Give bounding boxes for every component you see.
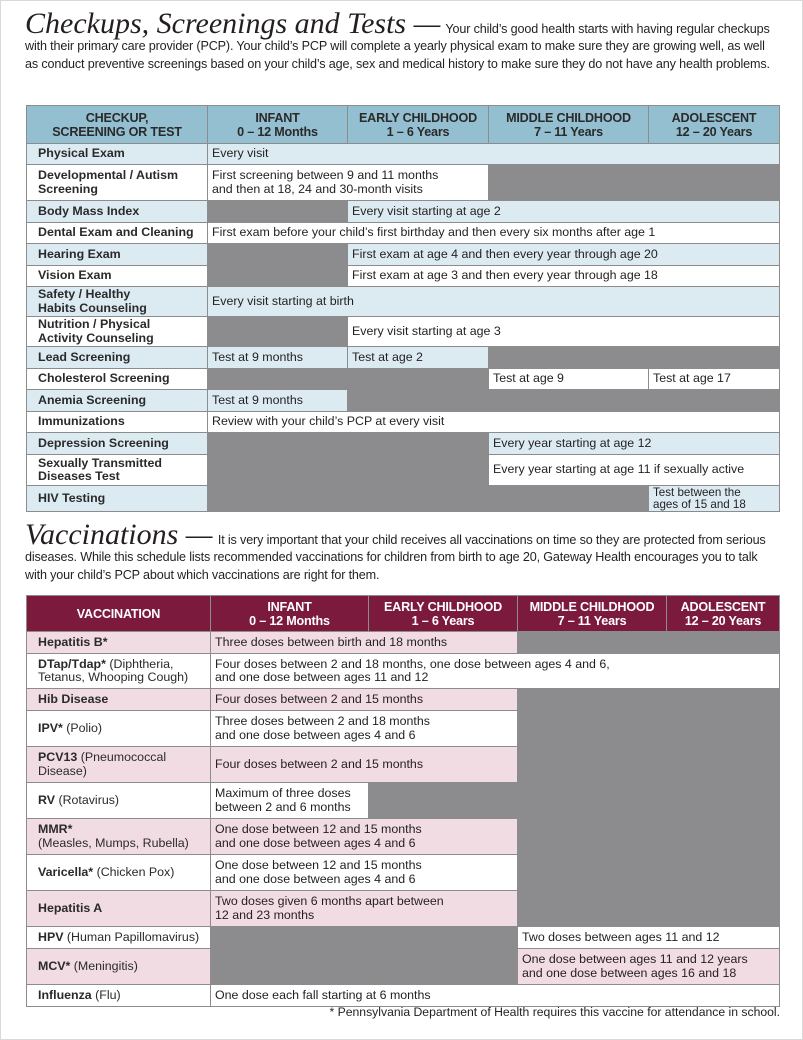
- row-value: Every year starting at age 11 if sexually active: [489, 455, 780, 486]
- row-value: Four doses between 2 and 15 months: [211, 689, 518, 711]
- table-row: [27, 287, 780, 317]
- table-row: [27, 412, 780, 433]
- row-label: Vision Exam: [27, 266, 208, 287]
- table-row: [27, 165, 780, 201]
- footnote: * Pennsylvania Department of Health requires this vaccine for attendance in school.: [329, 1005, 780, 1019]
- empty-cell: [667, 891, 780, 927]
- row-value: First exam at age 3 and then every year through age 18: [348, 266, 780, 287]
- vaccinations-title: Vaccinations —: [25, 518, 213, 551]
- empty-cell: [211, 927, 369, 949]
- empty-cell: [518, 855, 667, 891]
- row-label: Physical Exam: [27, 144, 208, 165]
- table-row: [27, 632, 780, 654]
- empty-cell: [667, 632, 780, 654]
- empty-cell: [208, 266, 348, 287]
- row-label: Developmental / Autism Screening: [27, 165, 208, 201]
- row-value: First screening between 9 and 11 months and then at 18, 24 and 30-month visits: [208, 165, 489, 201]
- col-vaccination-header: VACCINATION: [27, 596, 211, 632]
- row-value: Three doses between 2 and 18 months and one dose between ages 4 and 6: [211, 711, 518, 747]
- empty-cell: [208, 369, 348, 390]
- vaccine-name: RV (Rotavirus): [27, 783, 211, 819]
- table-row: [27, 317, 780, 347]
- col-adolescent-header: ADOLESCENT 12 – 20 Years: [667, 596, 780, 632]
- table-row: [27, 654, 780, 689]
- empty-cell: [208, 433, 348, 455]
- row-value: Test at 9 months: [208, 390, 348, 412]
- table-row: [27, 433, 780, 455]
- checkups-intro: [25, 7, 781, 73]
- empty-cell: [518, 891, 667, 927]
- row-label: Dental Exam and Cleaning: [27, 223, 208, 244]
- vaccinations-intro-text: It is very important that your child receives all vaccinations on time so they are protected from serious diseases. While this schedule lists recommended vaccinations for children from birth to age 20, Gateway Health encourages you to talk with your child’s PCP about which vaccinations are right for them.: [25, 533, 766, 582]
- row-value: Every visit starting at age 3: [348, 317, 780, 347]
- row-label: Cholesterol Screening: [27, 369, 208, 390]
- empty-cell: [211, 949, 369, 985]
- row-label: Lead Screening: [27, 347, 208, 369]
- empty-cell: [348, 433, 489, 455]
- table-row: [27, 201, 780, 223]
- vaccinations-intro: [25, 518, 781, 584]
- empty-cell: [208, 201, 348, 223]
- table-row: [27, 266, 780, 287]
- empty-cell: [348, 390, 489, 412]
- row-value: Review with your child’s PCP at every visit: [208, 412, 780, 433]
- row-value: Test at age 2: [348, 347, 489, 369]
- vaccine-name: Hib Disease: [27, 689, 211, 711]
- row-value: Every visit starting at age 2: [348, 201, 780, 223]
- vaccine-name: HPV (Human Papillomavirus): [27, 927, 211, 949]
- row-label: Safety / Healthy Habits Counseling: [27, 287, 208, 317]
- row-value: Four doses between 2 and 15 months: [211, 747, 518, 783]
- empty-cell: [667, 855, 780, 891]
- table-row: [27, 144, 780, 165]
- checkups-intro-text: Your child’s good health starts with having regular checkups with their primary care provider (PCP). Your child’s PCP will complete a yearly physical exam to make sure they are growing well, as well as conduct preventive screenings based on your child’s age, sex and medical history to make sure they do not have any health problems.: [25, 22, 770, 71]
- col-infant-header: INFANT 0 – 12 Months: [211, 596, 369, 632]
- row-value: One dose each fall starting at 6 months: [211, 985, 780, 1007]
- table-row: [27, 689, 780, 711]
- empty-cell: [649, 390, 780, 412]
- table-row: [27, 891, 780, 927]
- row-value: One dose between 12 and 15 months and one dose between ages 4 and 6: [211, 819, 518, 855]
- col-checkup-header: CHECKUP, SCREENING OR TEST: [27, 106, 208, 144]
- empty-cell: [518, 689, 667, 711]
- row-value: Every visit: [208, 144, 780, 165]
- empty-cell: [489, 486, 649, 512]
- empty-cell: [489, 390, 649, 412]
- empty-cell: [649, 347, 780, 369]
- empty-cell: [369, 783, 518, 819]
- empty-cell: [348, 369, 489, 390]
- table-row: [27, 390, 780, 412]
- empty-cell: [518, 632, 667, 654]
- col-middle-childhood-header: MIDDLE CHILDHOOD 7 – 11 Years: [489, 106, 649, 144]
- col-early-childhood-header: EARLY CHILDHOOD 1 – 6 Years: [369, 596, 518, 632]
- table-row: [27, 369, 780, 390]
- row-value: Maximum of three doses between 2 and 6 months: [211, 783, 369, 819]
- checkups-table: [26, 105, 780, 512]
- table-row: [27, 347, 780, 369]
- col-adolescent-header: ADOLESCENT 12 – 20 Years: [649, 106, 780, 144]
- empty-cell: [208, 486, 348, 512]
- vaccine-name: IPV* (Polio): [27, 711, 211, 747]
- empty-cell: [489, 347, 649, 369]
- empty-cell: [518, 783, 667, 819]
- row-value: One dose between 12 and 15 months and one dose between ages 4 and 6: [211, 855, 518, 891]
- table-row: [27, 455, 780, 486]
- empty-cell: [518, 819, 667, 855]
- empty-cell: [667, 689, 780, 711]
- table-row: [27, 819, 780, 855]
- row-value: Four doses between 2 and 18 months, one dose between ages 4 and 6, and one dose between ages 11 and 12: [211, 654, 780, 689]
- row-label: Body Mass Index: [27, 201, 208, 223]
- vaccine-name: MMR* (Measles, Mumps, Rubella): [27, 819, 211, 855]
- empty-cell: [208, 244, 348, 266]
- empty-cell: [348, 455, 489, 486]
- row-label: Depression Screening: [27, 433, 208, 455]
- table-row: [27, 927, 780, 949]
- vaccine-name: MCV* (Meningitis): [27, 949, 211, 985]
- table-row: [27, 985, 780, 1007]
- empty-cell: [649, 165, 780, 201]
- row-value: Test at age 17: [649, 369, 780, 390]
- row-value: First exam before your child’s first birthday and then every six months after age 1: [208, 223, 780, 244]
- vaccine-name: Hepatitis B*: [27, 632, 211, 654]
- row-value: Every year starting at age 12: [489, 433, 780, 455]
- table-row: [27, 711, 780, 747]
- empty-cell: [348, 486, 489, 512]
- row-value: Test at age 9: [489, 369, 649, 390]
- empty-cell: [667, 711, 780, 747]
- table-row: [27, 949, 780, 985]
- empty-cell: [369, 949, 518, 985]
- row-value: Test at 9 months: [208, 347, 348, 369]
- vaccine-name: Influenza (Flu): [27, 985, 211, 1007]
- col-infant-header: INFANT 0 – 12 Months: [208, 106, 348, 144]
- empty-cell: [667, 783, 780, 819]
- empty-cell: [518, 747, 667, 783]
- table-row: [27, 244, 780, 266]
- vaccine-name: DTap/Tdap* (Diphtheria, Tetanus, Whooping Cough): [27, 654, 211, 689]
- table-row: [27, 855, 780, 891]
- vaccinations-table: [26, 595, 780, 1007]
- checkups-header-row: [27, 106, 780, 144]
- table-row: [27, 783, 780, 819]
- row-label: Nutrition / Physical Activity Counseling: [27, 317, 208, 347]
- row-value: Every visit starting at birth: [208, 287, 780, 317]
- empty-cell: [667, 747, 780, 783]
- row-value: Three doses between birth and 18 months: [211, 632, 518, 654]
- row-label: Sexually Transmitted Diseases Test: [27, 455, 208, 486]
- row-value: Test between the ages of 15 and 18: [649, 486, 780, 512]
- empty-cell: [208, 455, 348, 486]
- row-value: One dose between ages 11 and 12 years and one dose between ages 16 and 18: [518, 949, 780, 985]
- row-value: Two doses between ages 11 and 12: [518, 927, 780, 949]
- empty-cell: [369, 927, 518, 949]
- empty-cell: [208, 317, 348, 347]
- empty-cell: [489, 165, 649, 201]
- vaccine-name: Varicella* (Chicken Pox): [27, 855, 211, 891]
- col-early-childhood-header: EARLY CHILDHOOD 1 – 6 Years: [348, 106, 489, 144]
- table-row: [27, 486, 780, 512]
- checkups-title: Checkups, Screenings and Tests —: [25, 7, 441, 40]
- row-label: Hearing Exam: [27, 244, 208, 266]
- empty-cell: [518, 711, 667, 747]
- table-row: [27, 747, 780, 783]
- col-middle-childhood-header: MIDDLE CHILDHOOD 7 – 11 Years: [518, 596, 667, 632]
- vaccine-name: PCV13 (Pneumococcal Disease): [27, 747, 211, 783]
- table-row: [27, 223, 780, 244]
- row-label: Immunizations: [27, 412, 208, 433]
- vaccinations-header-row: [27, 596, 780, 632]
- empty-cell: [667, 819, 780, 855]
- row-value: First exam at age 4 and then every year through age 20: [348, 244, 780, 266]
- row-label: HIV Testing: [27, 486, 208, 512]
- vaccine-name: Hepatitis A: [27, 891, 211, 927]
- row-label: Anemia Screening: [27, 390, 208, 412]
- row-value: Two doses given 6 months apart between 12 and 23 months: [211, 891, 518, 927]
